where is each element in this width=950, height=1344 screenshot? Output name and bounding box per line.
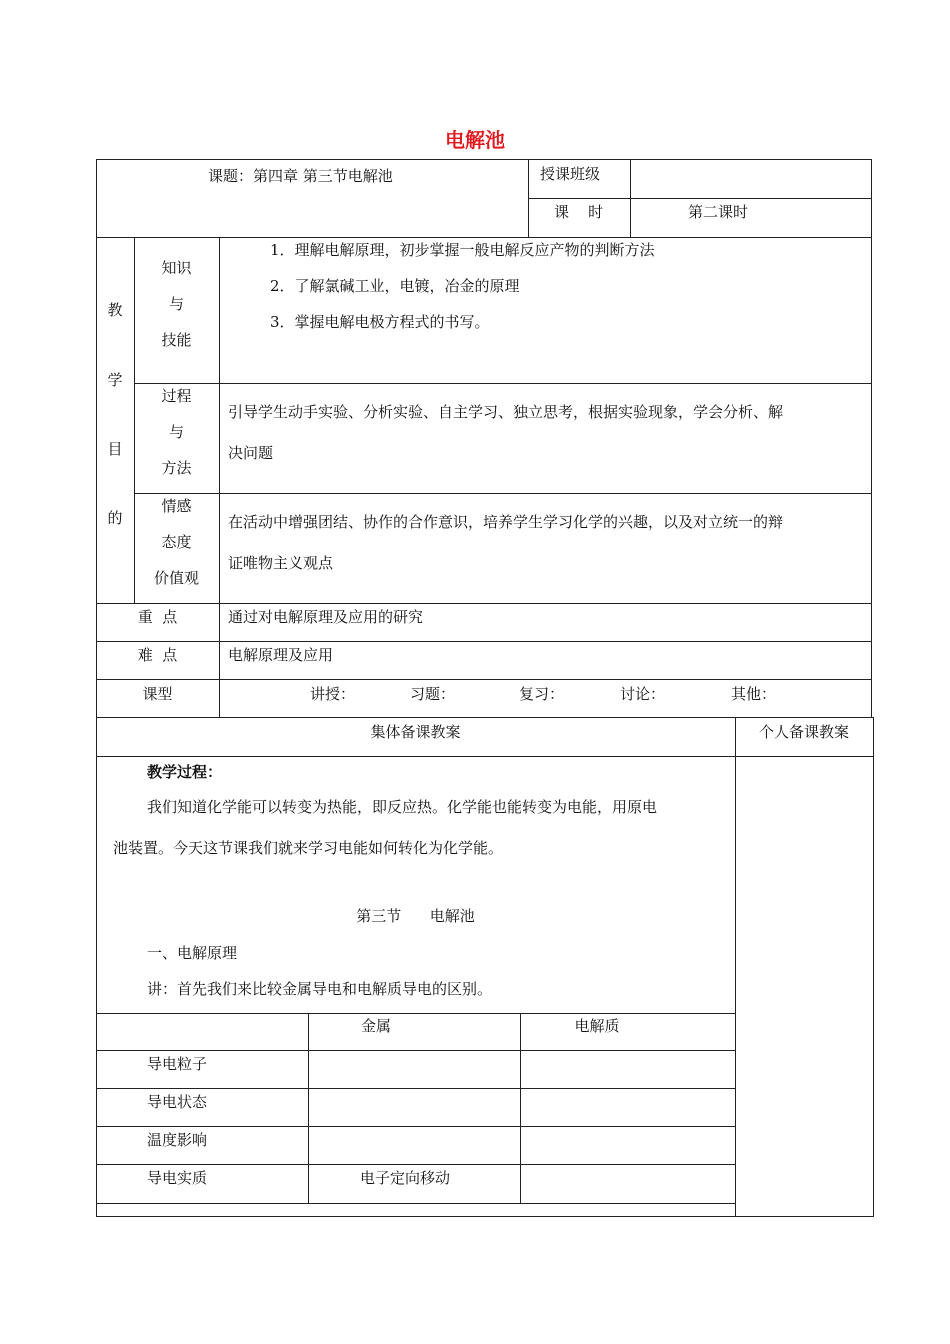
- table-row-label: 导电实质: [147, 1169, 208, 1187]
- objective-group-char: 教: [107, 301, 123, 319]
- intro-paragraph-line: 池装置。今天这节课我们就来学习电能如何转化为化学能。: [113, 839, 504, 857]
- lesson-type-option: 讨论：: [620, 685, 666, 703]
- objective-group-char: 的: [107, 509, 123, 527]
- emotion-label: 态度: [161, 533, 192, 551]
- emotion-label: 情感: [161, 497, 192, 515]
- process-label: 过程: [161, 387, 192, 405]
- table-header-metal: 金属: [360, 1017, 391, 1035]
- emotion-text: 在活动中增强团结、协作的合作意识，培养学生学习化学的兴趣，以及对立统一的辩: [228, 513, 784, 531]
- process-heading: 教学过程：: [147, 763, 223, 781]
- emotion-text: 证唯物主义观点: [228, 554, 334, 572]
- lesson-type-option: 其他：: [731, 685, 777, 703]
- personal-plan-header: 个人备课教案: [758, 723, 849, 741]
- process-text: 引导学生动手实验、分析实验、自主学习、独立思考，根据实验现象，学会分析、解: [228, 403, 784, 421]
- table-cell: 电子定向移动: [360, 1169, 451, 1187]
- process-label: 方法: [161, 459, 192, 477]
- difficulty-label: 难 点: [137, 646, 178, 664]
- lesson-type-option: 习题：: [410, 685, 456, 703]
- table-row-label: 温度影响: [147, 1131, 208, 1149]
- knowledge-item: 1．理解电解原理，初步掌握一般电解反应产物的判断方法: [270, 241, 655, 259]
- lesson-type-option: 复习：: [519, 685, 565, 703]
- subsection-heading: 一、电解原理: [147, 944, 238, 962]
- table-header-electrolyte: 电解质: [574, 1017, 620, 1035]
- emotion-label: 价值观: [153, 569, 199, 587]
- difficulty-value: 电解原理及应用: [228, 646, 334, 664]
- table-row-label: 导电粒子: [147, 1055, 208, 1073]
- knowledge-item: 2．了解氯碱工业，电镀，冶金的原理: [270, 277, 520, 295]
- key-point-value: 通过对电解原理及应用的研究: [228, 608, 424, 626]
- topic-text: 课题：第四章 第三节电解池: [208, 167, 393, 185]
- objective-group-char: 目: [107, 440, 123, 458]
- section-title: 第三节 电解池: [356, 907, 475, 925]
- period-value: 第二课时: [688, 203, 749, 221]
- knowledge-item: 3．掌握电解电极方程式的书写。: [270, 313, 490, 331]
- lesson-type-label: 课型: [142, 685, 173, 703]
- lecture-text: 讲：首先我们来比较金属导电和电解质导电的区别。: [147, 980, 493, 998]
- knowledge-label: 技能: [161, 331, 192, 349]
- page-title: 电解池: [445, 128, 505, 152]
- collective-plan-header: 集体备课教案: [370, 723, 461, 741]
- process-text: 决问题: [228, 444, 274, 462]
- intro-paragraph-line: 我们知道化学能可以转变为热能，即反应热。化学能也能转变为电能，用原电: [147, 798, 658, 816]
- class-label: 授课班级: [540, 165, 601, 183]
- table-row-label: 导电状态: [147, 1093, 208, 1111]
- period-label: 课 时: [554, 203, 604, 221]
- process-label: 与: [168, 423, 184, 441]
- key-point-label: 重 点: [137, 608, 178, 626]
- knowledge-label: 与: [168, 295, 184, 313]
- objective-group-char: 学: [107, 371, 123, 389]
- knowledge-label: 知识: [161, 259, 192, 277]
- lesson-type-option: 讲授：: [310, 685, 356, 703]
